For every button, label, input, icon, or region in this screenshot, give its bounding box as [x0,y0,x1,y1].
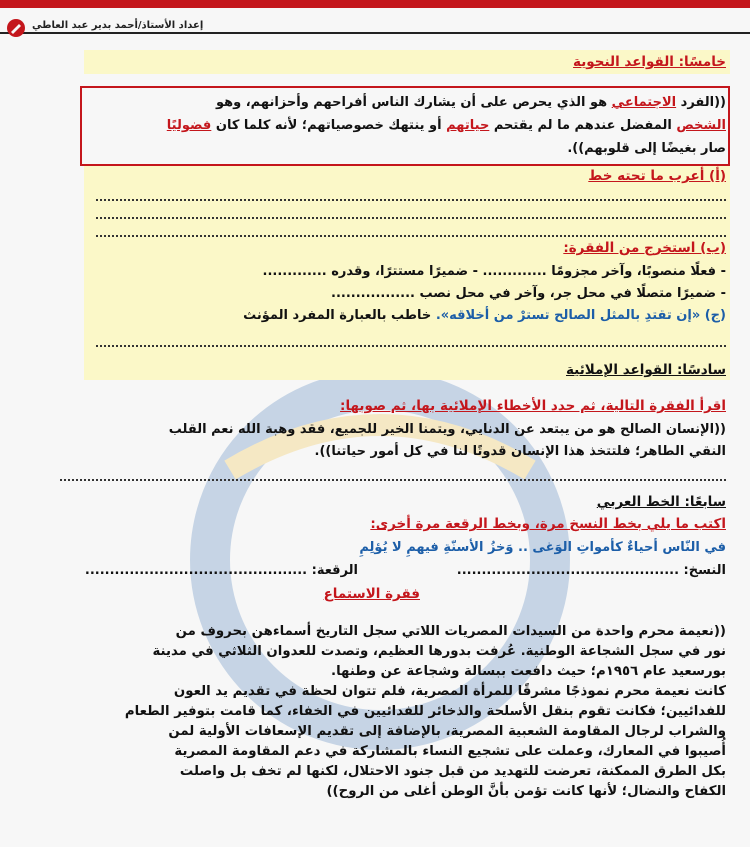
listening-line: نور في سجل الشجاعة الوطنية. عُرفت بدورها العظيم، وتصدت للعدوان الثلاثي في مدينة [152,644,726,659]
listening-line: الكفاح والنضال؛ لأنها كانت تؤمن بأنَّ الوطن أغلى من الروح)) [326,784,726,799]
question-b-item-2: - ضميرًا متصلًا في محل جر، وآخر في محل نصب ................. [331,286,726,301]
author-credit: إعداد الأستاذ/أحمد بدير عبد العاطي [28,20,207,31]
top-red-bar [0,0,750,8]
underlined-word-1: الاجتماعي [611,95,677,110]
passage-line-3: صار بغيضًا إلى قلوبهم)). [567,141,726,156]
listening-line: بورسعيد عام ١٩٥٦م؛ حيث دافعت ببسالة وشجاعة عن وطنها. [331,664,726,679]
passage-line-1: ((الفرد الاجتماعي هو الذي يحرص على أن يشارك الناس أفراحهم وأحزانهم، وهو [215,95,726,110]
listening-line: للفدائيين؛ فكانت تقوم بنقل الأسلحة والذخائر للفدائيين في الخفاء، كما قامت بتوفير الطعام [124,704,726,719]
header-rule [0,32,750,34]
section6-instruction: اقرأ الفقرة التالية، ثم حدد الأخطاء الإملائية بها، ثم صوبها: [340,398,726,414]
section6-title: سادسًا: القواعد الإملائية [566,362,726,378]
listening-line: ((نعيمة محرم واحدة من السيدات المصريات اللاتي سجل التاريخ أسماءهن بحروف من [175,624,726,639]
underlined-word-3: حياتهم [446,118,490,133]
section6-passage-line-2: النقي الطاهر؛ فلتتخذ هذا الإنسان قدوتًا لنا في كل أمور حياتنا)). [314,444,726,459]
answer-line-2 [96,216,726,219]
question-b: (ب) استخرج من الفقرة: [563,240,726,256]
naskh-answer-line: النسخ: ............................................. [456,563,726,578]
answer-line-1 [96,198,726,201]
listening-title: فقرة الاستماع [323,586,420,602]
pen-logo-icon [6,18,26,38]
section6-passage-line-1: ((الإنسان الصالح هو من يبتعد عن الدنايي، ويتمنا الخير للجميع، فقد وهبة الله نعم القلب [168,422,726,437]
answer-line-3 [96,234,726,237]
question-a: (أ) أعرب ما تحته خط [588,168,726,184]
answer-line-5 [60,478,726,481]
question-b-item-1: - فعلًا منصوبًا، وآخر مجزومًا ............. - ضميرًا مستترًا، وقدره ............. [262,264,726,279]
section5-title: خامسًا: القواعد النحوية [573,54,726,70]
question-c: (ج) «إن تقتدِ بالمثل الصالح تسترْ من أخلاقه». خاطب بالعبارة المفرد المؤنث [243,308,726,323]
poetry-verse: في النّاس أحياءٌ كأمواتِ الوَغى .. وَخزُ الأسنّةِ فيهمِ لا يُؤلِمِ [359,540,726,555]
question-c-quote: (ج) «إن تقتدِ بالمثل الصالح تسترْ من أخلاقه». [435,308,726,323]
listening-line: بكل الطرق الممكنة، تعرضت للتهديد من قبل جنود الاحتلال، لكنها لم تخف بل واصلت [179,764,726,779]
underlined-word-4: فضوليًا [166,118,212,133]
page-header [0,12,750,46]
answer-line-4 [96,344,726,347]
passage-line-2: الشخص المفضل عندهم ما لم يقتحم حياتهم أو ينتهك خصوصياتهم؛ لأنه كلما كان فضوليًا [166,118,726,133]
underlined-word-2: الشخص [676,118,726,133]
listening-line: أُصيبوا في المعارك، وعملت على تشجيع النساء بالمشاركة في دعم المقاومة المصرية [174,744,726,759]
listening-line: والشراب لرجال المقاومة الشعبية المصرية، بالإضافة إلى تقديم الإسعافات الأولية لمن [168,724,726,739]
listening-line: كانت نعيمة محرم نموذجًا مشرقًا للمرأة المصرية، فلم تتوان لحظة في تقديم يد العون [173,684,726,699]
ruqaa-answer-line: الرقعة: ............................................. [84,563,358,578]
section7-title: سابعًا: الخط العربي [596,494,726,510]
section7-instruction: اكتب ما يلي بخط النسخ مرة، وبخط الرقعة مرة أخرى: [370,516,726,532]
listening-passage [30,622,726,802]
